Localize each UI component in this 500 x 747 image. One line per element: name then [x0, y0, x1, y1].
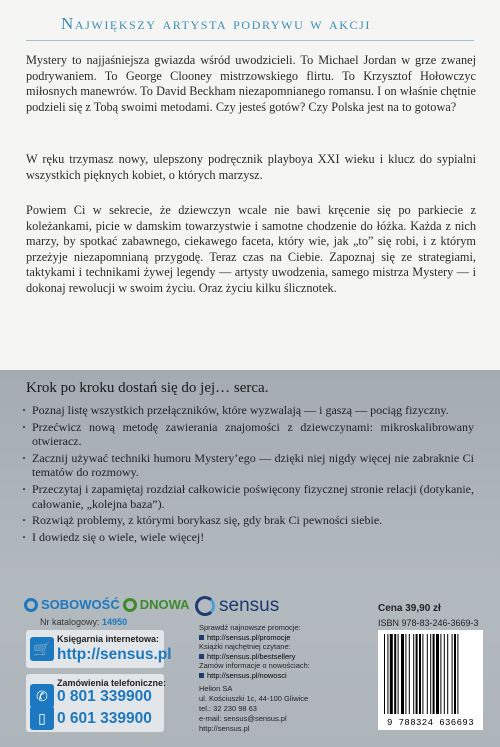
barcode-bars: [382, 634, 479, 714]
isbn-label: ISBN 978-83-246-3669-3: [378, 618, 479, 628]
cart-icon: 🛒: [30, 637, 54, 661]
lead-line: Krok po kroku dostań się do jej… serca.: [26, 380, 269, 396]
feature-item: · Poznaj listę wszystkich przełączników, które wyzwalają — i gaszą — pociąg fizyczny.: [20, 403, 474, 418]
feature-item: · I dowiedz się o wiele, wiele więcej!: [20, 530, 474, 545]
sensus-logo: sensus: [195, 595, 279, 617]
circle-o-icon: [123, 598, 137, 612]
catalog-number: Nr katalogowy: 14950: [40, 617, 128, 627]
mobile-phone-icon: ▯: [30, 706, 54, 730]
shop-url[interactable]: http://sensus.pl: [57, 646, 172, 663]
square-bullet-icon: [199, 635, 204, 640]
series-logo: SOBOWOŚĆ DNOWA: [24, 597, 190, 612]
news-link: http://sensus.pl/nowosci: [199, 671, 354, 681]
secret-paragraph: Powiem Ci w sekrecie, że dziewczyn wcale nie bawi kręcenie się po parkiecie z koleżankami, picie w damskim towarzystwie i samotne chodzenie do łóżka. Każda z nich marzy, by spotkać zabawnego, ciekawego faceta, który wie, jak „to” się robi, i z którym przeżyje niezapomnianą przygodę. Teraz czas na Ciebie. Zapoznaj się ze strategiami, taktykami i technikami żywej legendy — artysty uwodzenia, samego mistrza Mystery — i dokonaj rewolucji w swoim życiu. Oraz życiu kilku ślicznotek.: [26, 203, 476, 295]
bestsellers-link: http://sensus.pl/bestsellery: [199, 652, 354, 662]
back-cover-heading: Największy artysta podrywu w akcji: [61, 14, 371, 33]
sensus-mark-icon: [195, 596, 215, 616]
feature-item: · Rozwiąż problemy, z którymi borykasz się, gdy brak Ci pewności siebie.: [20, 513, 474, 528]
barcode-digits: 9 788324 636693: [386, 718, 474, 728]
feature-list: [20, 403, 474, 546]
isbn-barcode: [378, 630, 483, 730]
promo-link: http://sensus.pl/promocje: [199, 633, 354, 643]
phone-orders-box: ✆ ▯ Zamówienia telefoniczne: 0 801 339900 0 601 339900: [26, 674, 164, 732]
phone-number[interactable]: 0 601 339900: [57, 710, 152, 727]
phone-number[interactable]: 0 801 339900: [57, 688, 152, 705]
circle-o-icon: [24, 598, 38, 612]
heading-rule: [26, 40, 474, 41]
square-bullet-icon: [199, 673, 204, 678]
promo-links: Sprawdź najnowsze promocje: http://sensus.pl/promocje Książki najchętniej czytane: http://sensus.pl/bestsellery Zamów informacje o nowościach: http://sensus.pl/nowosci: [199, 623, 354, 681]
feature-item: · Przeczytaj i zapamiętaj rozdział całkowicie poświęcony fizycznej stronie relacji (dotykanie, całowanie, „kolejna baza”).: [20, 482, 474, 511]
online-shop-box: 🛒 Księgarnia internetowa: http://sensus.pl: [26, 630, 164, 668]
square-bullet-icon: [199, 654, 204, 659]
publisher-address: Helion SA ul. Kościuszki 1c, 44-100 Gliwice tel.: 32 230 98 63 e-mail: sensus@sensus.pl http://sensus.pl: [199, 684, 309, 733]
intro-paragraph: Mystery to najjaśniejsza gwiazda wśród uwodzicieli. To Michael Jordan w grze zwanej podrywaniem. To George Clooney mistrzowskiego flirtu. To Krzysztof Hołowczyc miłosnych manewrów. To David Beckham niezapomnianego romansu. I on właśnie chętnie podzieli się z Tobą swoimi metodami. Czy jesteś gotów? Czy Polska jest na to gotowa?: [26, 53, 476, 114]
feature-item: · Przećwicz nową metodę zawierania znajomości z dziewczynami: mikroskalibrowany otwieracz.: [20, 420, 474, 449]
price-label: Cena 39,90 zł: [378, 603, 441, 614]
phone-icon: ✆: [30, 684, 54, 708]
feature-item: · Zacznij używać techniki humoru Mystery’ego — dzięki niej nigdy więcej nie zabraknie Ci tematów do rozmowy.: [20, 451, 474, 480]
handbook-paragraph: W ręku trzymasz nowy, ulepszony podręcznik playboya XXI wieku i klucz do sypialni wszystkich pięknych kobiet, o których marzysz.: [26, 152, 476, 182]
